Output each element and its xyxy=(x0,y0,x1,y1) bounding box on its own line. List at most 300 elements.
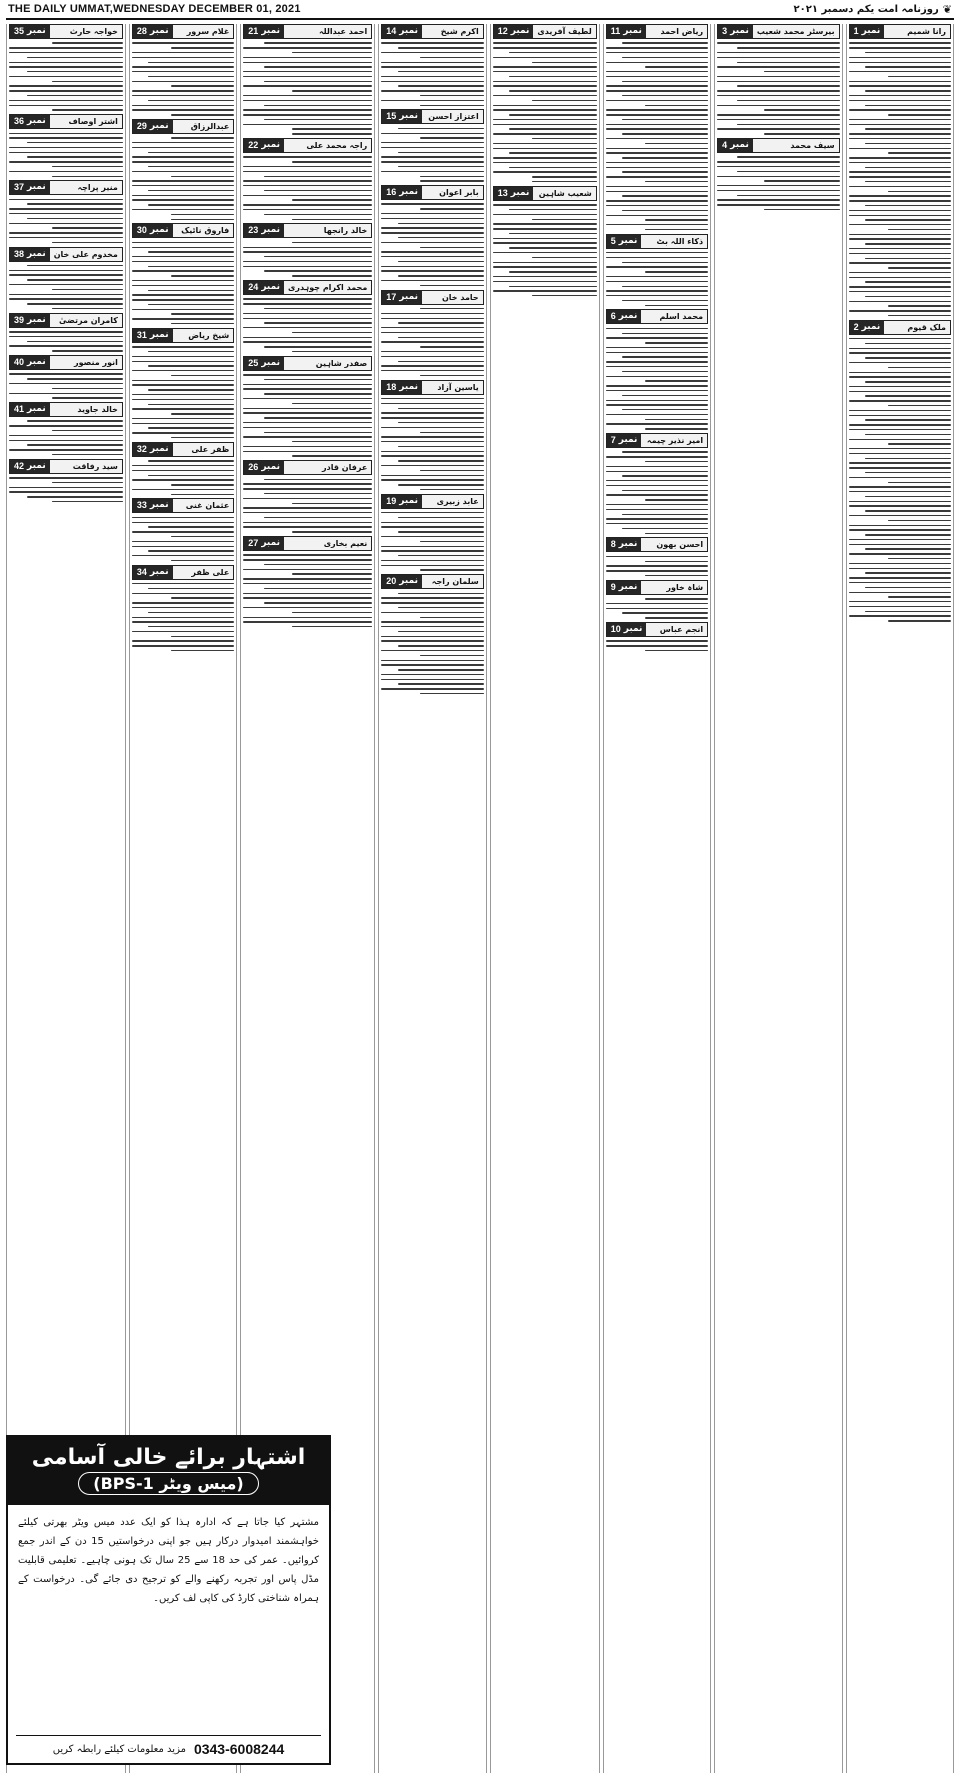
text-line xyxy=(737,171,840,172)
text-line xyxy=(420,489,484,490)
text-line xyxy=(243,488,372,489)
notice-number-prefix: نمبر xyxy=(623,26,642,36)
text-line xyxy=(717,66,839,67)
text-line xyxy=(849,148,951,149)
text-line xyxy=(148,152,234,153)
text-line xyxy=(493,238,597,239)
text-line xyxy=(849,133,951,134)
text-line xyxy=(132,361,234,362)
text-line xyxy=(132,489,234,490)
text-line xyxy=(381,327,483,328)
notice-number-prefix: نمبر xyxy=(618,311,638,322)
column-1 xyxy=(846,24,954,1773)
text-line xyxy=(606,456,708,457)
notice-name: محمد اکرام چوہدری xyxy=(288,282,368,292)
notice-body xyxy=(9,420,123,455)
text-line xyxy=(849,238,951,239)
text-line xyxy=(493,148,597,149)
text-line xyxy=(849,568,951,569)
text-line xyxy=(849,352,951,353)
text-line xyxy=(509,114,596,115)
text-line xyxy=(865,167,951,168)
text-line xyxy=(292,199,372,200)
text-line xyxy=(849,515,951,516)
text-line xyxy=(606,347,708,348)
notice-body xyxy=(243,554,372,627)
ad-post-label: (میس ویٹر BPS-1) xyxy=(78,1472,258,1495)
text-line xyxy=(493,143,597,144)
text-line xyxy=(622,119,708,120)
text-line xyxy=(381,81,483,82)
notice-item xyxy=(606,580,708,619)
text-line xyxy=(509,286,596,287)
text-line xyxy=(381,679,483,680)
text-line xyxy=(52,81,123,82)
text-line xyxy=(9,100,123,101)
text-line xyxy=(52,350,123,351)
text-line xyxy=(132,199,234,200)
notice-name: نعیم بخاری xyxy=(323,538,368,548)
notice-name: احمد عبداللہ xyxy=(318,27,368,36)
text-line xyxy=(717,199,839,200)
notice-number-value: 30 xyxy=(136,225,147,236)
text-line xyxy=(606,400,708,401)
text-line xyxy=(865,52,951,53)
notice-number-prefix: نمبر xyxy=(510,187,530,198)
notice-number xyxy=(494,25,534,38)
notice-number xyxy=(133,443,173,456)
text-line xyxy=(888,596,952,597)
notice-header xyxy=(606,433,708,448)
text-line xyxy=(606,276,708,277)
text-line xyxy=(132,171,234,172)
text-line xyxy=(243,388,372,389)
notice-number-prefix: نمبر xyxy=(261,462,280,473)
text-line xyxy=(493,266,597,267)
notice-body xyxy=(132,42,234,115)
text-line xyxy=(645,305,709,306)
text-line xyxy=(849,410,951,411)
notice-number-prefix: نمبر xyxy=(261,537,280,548)
text-line xyxy=(171,636,235,637)
text-line xyxy=(243,583,372,584)
text-line xyxy=(132,356,234,357)
notice-header xyxy=(381,24,483,39)
text-line xyxy=(420,346,484,347)
notice-name: بابر اعوان xyxy=(439,188,479,198)
text-line xyxy=(132,105,234,106)
notice-number-prefix: نمبر xyxy=(261,225,280,236)
text-line xyxy=(148,626,234,627)
text-line xyxy=(606,124,708,125)
text-line xyxy=(132,161,234,162)
text-line xyxy=(9,232,123,233)
text-line xyxy=(243,337,372,338)
text-line xyxy=(420,693,484,694)
text-line xyxy=(606,509,708,510)
notice-number-prefix: نمبر xyxy=(510,26,530,36)
notice-header xyxy=(381,109,483,124)
notice-number-prefix: نمبر xyxy=(261,281,280,292)
notice-body xyxy=(132,242,234,325)
text-line xyxy=(849,138,951,139)
notice-item xyxy=(9,402,123,455)
text-line xyxy=(381,227,483,228)
text-line xyxy=(52,501,123,502)
notice-body xyxy=(243,298,372,352)
text-line xyxy=(645,650,709,651)
text-line xyxy=(764,71,840,72)
text-line xyxy=(243,593,372,594)
text-line xyxy=(381,356,483,357)
text-line xyxy=(865,611,951,612)
text-line xyxy=(264,346,372,347)
text-line xyxy=(132,90,234,91)
text-line xyxy=(849,429,951,430)
notice-number-value: 28 xyxy=(136,26,147,36)
text-line xyxy=(606,423,708,424)
text-line xyxy=(27,203,123,204)
text-line xyxy=(132,180,234,181)
text-line xyxy=(243,341,372,342)
notice-name: اکرم شیخ xyxy=(440,27,479,36)
text-line xyxy=(849,157,951,158)
notice-number-value: 26 xyxy=(248,462,259,473)
text-line xyxy=(606,603,708,604)
notice-number-value: 7 xyxy=(610,434,616,445)
ad-body: مشتہر کیا جاتا ہے کہ ادارہ ہذا کو ایک عدد میس ویٹر بھرتی کیلئے خواہشمند امیدوار درکار ہیں جو اپنی درخواستیں 15 دن کے اندر جمع کروائیں۔ عمر کی حد 18 سے 25 سال تک ہونی چاہیے۔ تعلیمی قابلیت مڈل پاس اور تجربہ رکھنے والے کو ترجیح دی جائے گی۔ درخواست کے ہمراہ شناختی کارڈ کی کاپی لف کریں۔ xyxy=(18,1517,319,1604)
text-line xyxy=(849,42,951,43)
text-line xyxy=(9,223,123,224)
text-line xyxy=(849,439,951,440)
text-line xyxy=(264,564,372,565)
text-line xyxy=(243,303,372,304)
notice-header xyxy=(9,402,123,417)
text-line xyxy=(171,47,235,48)
notice-number-prefix: نمبر xyxy=(27,460,46,471)
text-line xyxy=(398,460,484,461)
text-line xyxy=(420,176,484,177)
text-line xyxy=(132,418,234,419)
notice-item xyxy=(849,24,951,316)
text-line xyxy=(645,342,709,343)
text-line xyxy=(420,375,484,376)
text-line xyxy=(381,475,483,476)
text-line xyxy=(849,391,951,392)
text-line xyxy=(132,583,234,584)
text-line xyxy=(264,270,372,271)
notice-body xyxy=(381,308,483,376)
text-line xyxy=(606,466,708,467)
text-line xyxy=(381,398,483,399)
notice-header xyxy=(606,537,708,552)
notice-number-prefix: نمبر xyxy=(149,225,169,236)
text-line xyxy=(398,261,484,262)
text-line xyxy=(420,308,484,309)
notice-body xyxy=(132,460,234,495)
notice-header xyxy=(381,494,483,509)
text-line xyxy=(292,242,372,243)
notice-number-value: 39 xyxy=(14,314,25,325)
text-line xyxy=(9,62,123,63)
text-line xyxy=(381,365,483,366)
text-line xyxy=(865,496,951,497)
notice-number-value: 6 xyxy=(610,311,616,322)
text-line xyxy=(132,479,234,480)
text-line xyxy=(243,171,372,172)
text-line xyxy=(381,147,483,148)
notice-number-value: 35 xyxy=(14,26,25,36)
notice-number-prefix: نمبر xyxy=(399,111,418,122)
text-line xyxy=(381,62,483,63)
text-line xyxy=(888,191,952,192)
notice-name: عثمان غنی xyxy=(185,501,230,511)
text-line xyxy=(52,482,123,483)
text-line xyxy=(381,640,483,641)
text-line xyxy=(243,124,372,125)
text-line xyxy=(292,503,372,504)
notice-name: خالد جاوید xyxy=(77,405,118,415)
notice-body xyxy=(9,199,123,243)
text-line xyxy=(849,262,951,263)
notice-item xyxy=(132,119,234,220)
text-line xyxy=(888,315,952,316)
text-line xyxy=(381,479,483,480)
text-line xyxy=(381,218,483,219)
text-line xyxy=(243,327,372,328)
text-line xyxy=(849,62,951,63)
notice-item xyxy=(381,109,483,181)
text-line xyxy=(717,95,839,96)
notice-header xyxy=(493,186,597,201)
text-line xyxy=(493,105,597,106)
text-line xyxy=(398,223,484,224)
text-line xyxy=(148,404,234,405)
notice-number xyxy=(244,139,284,152)
text-line xyxy=(717,166,839,167)
text-line xyxy=(243,408,372,409)
notice-number-value: 27 xyxy=(248,537,259,548)
notice-number xyxy=(607,581,642,594)
text-line xyxy=(132,517,234,518)
text-line xyxy=(849,453,951,454)
text-line xyxy=(606,480,708,481)
text-line xyxy=(381,242,483,243)
text-line xyxy=(645,461,709,462)
notice-number-prefix: نمبر xyxy=(861,321,881,332)
text-line xyxy=(132,640,234,641)
text-line xyxy=(9,477,123,478)
notice-number-value: 4 xyxy=(722,140,728,151)
notice-number xyxy=(10,314,50,327)
text-line xyxy=(27,420,123,421)
text-line xyxy=(27,341,123,342)
text-line xyxy=(292,161,372,162)
notice-item xyxy=(381,494,483,571)
text-line xyxy=(606,252,708,253)
text-line xyxy=(398,517,484,518)
text-line xyxy=(27,57,123,58)
text-line xyxy=(171,275,235,276)
text-line xyxy=(865,281,951,282)
text-line xyxy=(532,295,596,296)
text-line xyxy=(148,251,234,252)
text-line xyxy=(645,229,709,230)
text-line xyxy=(865,343,951,344)
text-line xyxy=(27,95,123,96)
text-line xyxy=(243,398,372,399)
text-line xyxy=(132,541,234,542)
text-line xyxy=(52,176,123,177)
notice-number-prefix: نمبر xyxy=(623,624,643,635)
text-line xyxy=(849,448,951,449)
text-line xyxy=(606,290,708,291)
text-line xyxy=(865,381,951,382)
text-line xyxy=(292,90,372,91)
notice-name: شیخ ریاض xyxy=(188,330,230,340)
notice-item xyxy=(132,498,234,561)
text-line xyxy=(606,148,708,149)
text-line xyxy=(493,171,597,172)
notice-number-prefix: نمبر xyxy=(618,235,638,246)
text-line xyxy=(9,90,123,91)
column-2 xyxy=(714,24,842,1773)
text-line xyxy=(243,266,372,267)
notice-header xyxy=(9,313,123,328)
text-line xyxy=(171,650,235,651)
text-line xyxy=(420,285,484,286)
text-line xyxy=(381,427,483,428)
notice-number-value: 36 xyxy=(14,116,25,127)
notice-body xyxy=(243,479,372,533)
text-line xyxy=(622,490,708,491)
text-line xyxy=(9,47,123,48)
notice-header xyxy=(243,536,372,551)
notice-header xyxy=(606,622,708,637)
text-line xyxy=(606,62,708,63)
notice-item xyxy=(132,24,234,116)
notice-number xyxy=(244,224,284,237)
text-line xyxy=(532,257,596,258)
notice-header xyxy=(849,24,951,39)
text-line xyxy=(888,152,952,153)
text-line xyxy=(849,338,951,339)
text-line xyxy=(27,71,123,72)
text-line xyxy=(243,384,372,385)
text-line xyxy=(420,247,484,248)
text-line xyxy=(493,262,597,263)
text-line xyxy=(398,237,484,238)
text-line xyxy=(420,432,484,433)
text-line xyxy=(622,95,708,96)
text-line xyxy=(493,85,597,86)
text-line xyxy=(849,186,951,187)
text-line xyxy=(243,569,372,570)
notice-number xyxy=(10,356,50,369)
text-line xyxy=(264,176,372,177)
notice-header xyxy=(132,328,234,343)
notice-body xyxy=(381,512,483,571)
text-line xyxy=(264,517,372,518)
notice-name: ملک قیوم xyxy=(907,322,946,332)
text-line xyxy=(509,90,596,91)
notice-number-prefix: نمبر xyxy=(27,404,46,415)
text-line xyxy=(132,555,234,556)
text-line xyxy=(398,555,484,556)
text-line xyxy=(888,305,952,306)
text-line xyxy=(420,470,484,471)
notice-body xyxy=(606,328,708,430)
notice-header xyxy=(243,138,372,153)
text-line xyxy=(27,378,123,379)
text-line xyxy=(243,617,372,618)
notice-name: منیر پراچہ xyxy=(77,183,118,193)
notice-name: لطیف آفریدی xyxy=(537,27,592,36)
text-line xyxy=(381,526,483,527)
text-line xyxy=(645,617,709,618)
notice-header xyxy=(243,24,372,39)
text-line xyxy=(645,533,709,534)
notice-body xyxy=(132,517,234,561)
text-line xyxy=(243,318,372,319)
notice-number-prefix: نمبر xyxy=(861,26,881,36)
text-line xyxy=(381,546,483,547)
notice-number-prefix: نمبر xyxy=(261,140,280,151)
text-line xyxy=(764,109,840,110)
text-line xyxy=(171,114,235,115)
notice-number-value: 24 xyxy=(248,281,259,292)
notice-number-prefix: نمبر xyxy=(618,581,638,592)
ad-post xyxy=(8,1472,329,1505)
text-line xyxy=(243,100,372,101)
text-line xyxy=(243,114,372,115)
notice-item xyxy=(606,309,708,429)
text-line xyxy=(398,631,484,632)
notice-body xyxy=(243,42,372,134)
notice-number-prefix: نمبر xyxy=(149,443,169,454)
text-line xyxy=(9,331,123,332)
notice-number-value: 34 xyxy=(136,566,147,577)
text-line xyxy=(865,205,951,206)
notice-name: خالد رانجھا xyxy=(323,226,368,236)
text-line xyxy=(849,301,951,302)
notice-number-value: 18 xyxy=(386,381,397,392)
notice-number-value: 11 xyxy=(610,26,621,36)
text-line xyxy=(171,137,235,138)
notice-header xyxy=(9,180,123,195)
text-line xyxy=(171,313,235,314)
text-line xyxy=(381,161,483,162)
text-line xyxy=(888,443,952,444)
text-line xyxy=(132,394,234,395)
notice-number xyxy=(244,357,284,370)
text-line xyxy=(264,81,372,82)
text-line xyxy=(381,76,483,77)
text-line xyxy=(9,270,123,271)
text-line xyxy=(381,313,483,314)
text-line xyxy=(148,365,234,366)
text-line xyxy=(849,81,951,82)
text-line xyxy=(398,683,484,684)
text-line xyxy=(381,270,483,271)
text-line xyxy=(888,76,952,77)
notice-body xyxy=(606,598,708,619)
text-line xyxy=(243,57,372,58)
notice-number-value: 2 xyxy=(853,321,859,332)
text-line xyxy=(148,588,234,589)
notice-body xyxy=(9,265,123,309)
text-line xyxy=(493,281,597,282)
